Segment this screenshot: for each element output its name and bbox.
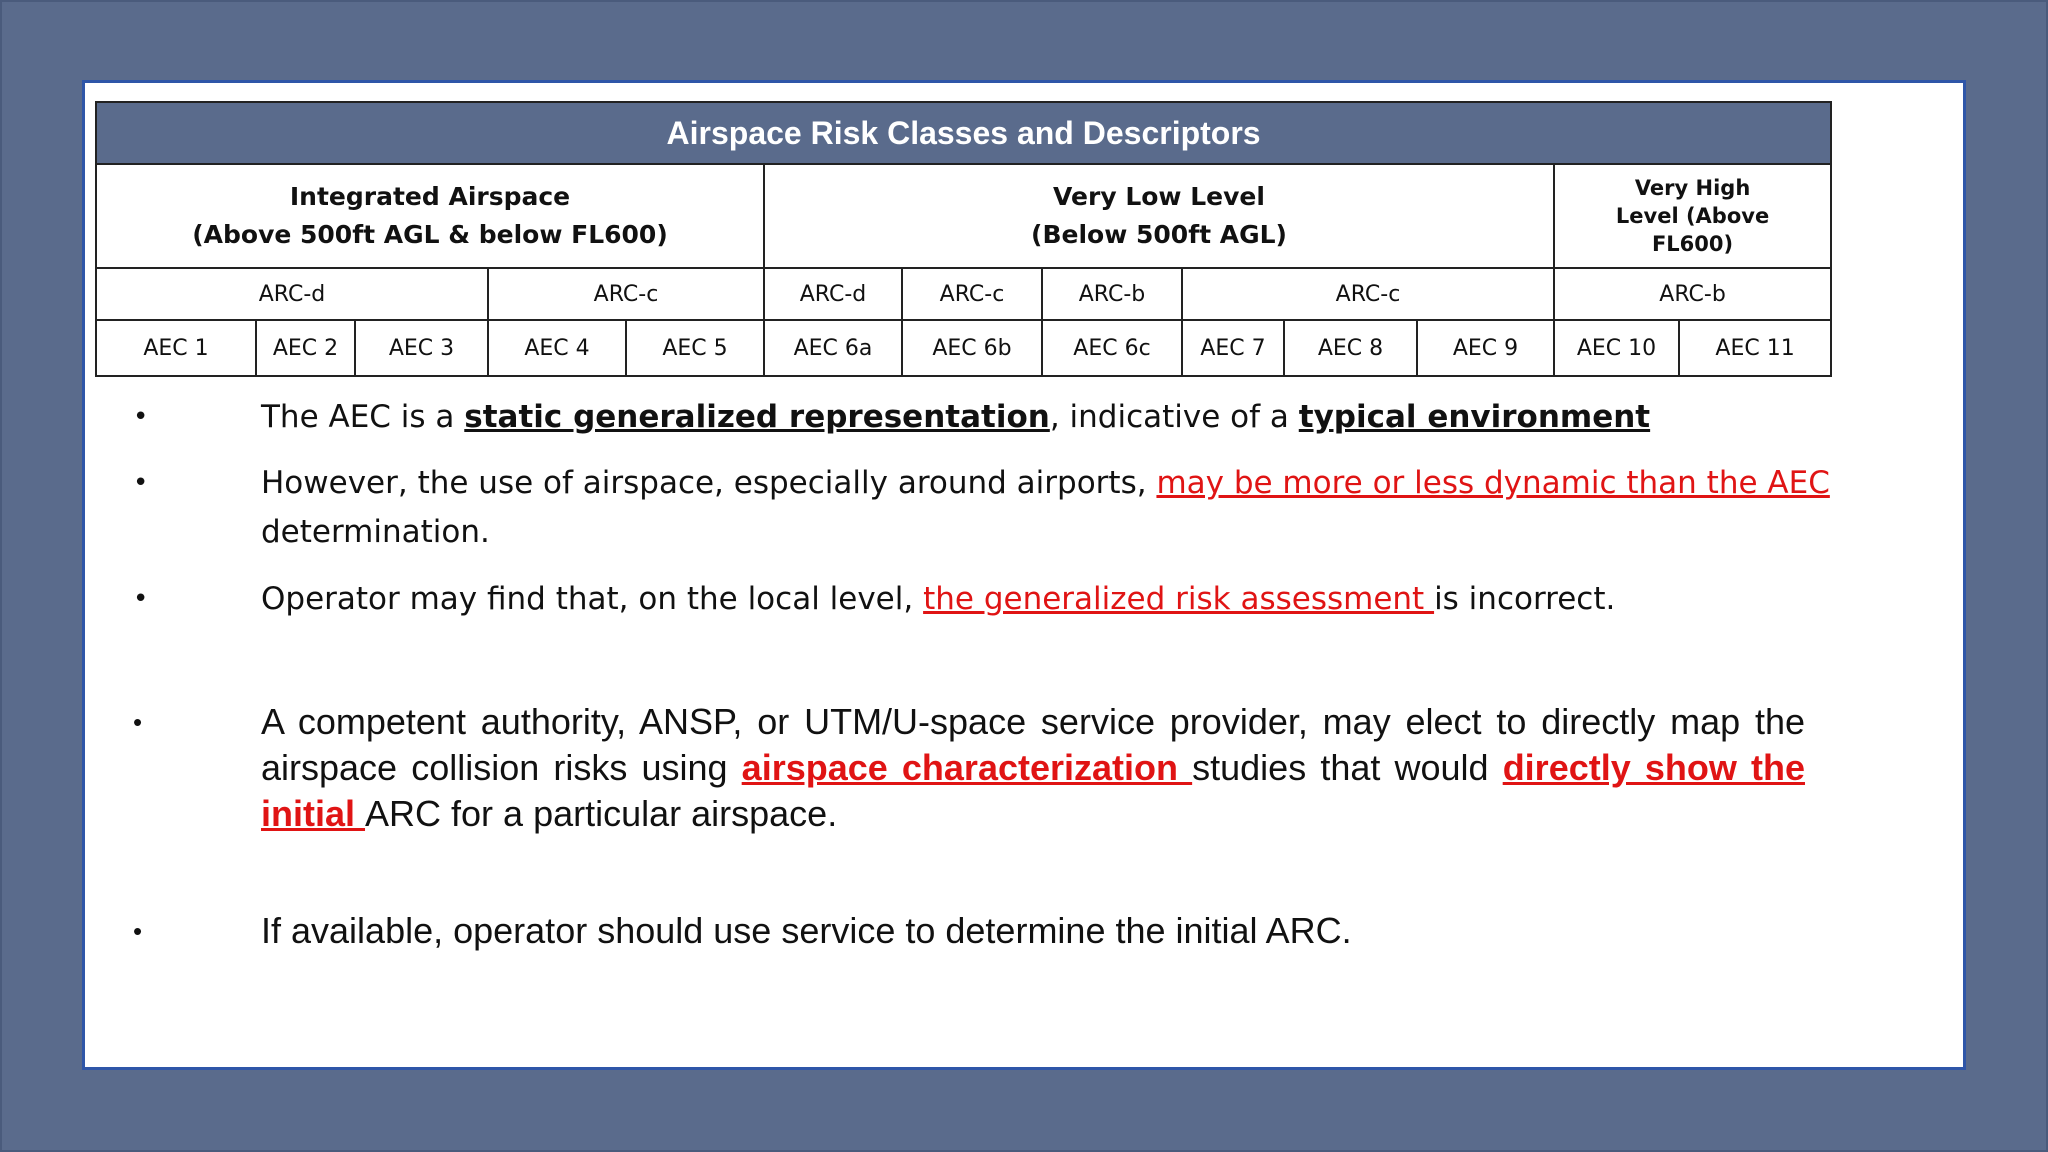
bullet-text: [261, 908, 1893, 954]
arc-cell: ARC-c: [488, 268, 764, 320]
bullet-text: [261, 575, 1893, 624]
aec-cell: AEC 10: [1554, 320, 1679, 376]
group-label: Very High: [1634, 176, 1751, 200]
text-run: ARC for a particular airspace.: [365, 793, 838, 834]
text-run: However, the use of airspace, especially around airports,: [261, 465, 1157, 501]
highlight-run: the generalized risk assessment: [923, 581, 1435, 617]
bullet-dot: •: [133, 402, 149, 432]
emphasis-run: typical environment: [1298, 399, 1651, 435]
aec-cell: AEC 6c: [1042, 320, 1182, 376]
arc-cell: ARC-c: [902, 268, 1042, 320]
bullet-dot: •: [133, 916, 143, 946]
table-title: Airspace Risk Classes and Descriptors: [96, 102, 1831, 164]
aec-cell: AEC 7: [1182, 320, 1284, 376]
group-integrated-airspace: [96, 164, 764, 268]
text-run: studies that would: [1192, 747, 1503, 788]
text-run: The AEC is a: [261, 399, 465, 435]
aec-cell: AEC 2: [256, 320, 355, 376]
slide: [82, 80, 1966, 1070]
aec-cell: AEC 6a: [764, 320, 902, 376]
arc-cell: ARC-d: [96, 268, 488, 320]
arc-cell: ARC-d: [764, 268, 902, 320]
group-label: Very Low Level: [1053, 182, 1265, 211]
arc-cell: ARC-b: [1554, 268, 1831, 320]
group-very-low-level: [764, 164, 1554, 268]
text-run: Operator may find that, on the local level,: [261, 581, 924, 617]
group-sublabel: FL600): [1651, 232, 1734, 256]
airspace-risk-table: [95, 101, 1832, 377]
text-run: determination.: [261, 514, 490, 550]
emphasis-run: static generalized representation: [464, 399, 1050, 435]
aec-cell: AEC 9: [1417, 320, 1554, 376]
group-very-high-level: [1554, 164, 1831, 268]
arc-cell: ARC-b: [1042, 268, 1182, 320]
aec-cell: AEC 8: [1284, 320, 1417, 376]
group-sublabel: (Above 500ft AGL & below FL600): [192, 220, 668, 249]
highlight-run: airspace characterization: [741, 747, 1193, 788]
highlight-run: may be more or less dynamic than the AEC: [1156, 465, 1830, 501]
bullet-dot: •: [133, 584, 149, 614]
arc-cell: ARC-c: [1182, 268, 1554, 320]
bullet-dot: •: [133, 707, 143, 737]
aec-cell: AEC 4: [488, 320, 626, 376]
aec-cell: AEC 11: [1679, 320, 1831, 376]
aec-cell: AEC 1: [96, 320, 256, 376]
group-sublabel: (Below 500ft AGL): [1031, 220, 1287, 249]
highlight-run: directly show the initial: [261, 747, 1805, 834]
group-sublabel: Level (Above: [1615, 204, 1770, 228]
bullet-text: [261, 699, 1805, 837]
text-run: is incorrect.: [1434, 581, 1616, 617]
aec-cell: AEC 3: [355, 320, 488, 376]
text-run: , indicative of a: [1049, 399, 1299, 435]
aec-cell: AEC 6b: [902, 320, 1042, 376]
bullet-text: [261, 393, 1893, 442]
text-run: If available, operator should use service to determine the initial ARC.: [261, 910, 1352, 951]
bullet-text: [261, 459, 1921, 557]
text-run: A competent authority, ANSP, or UTM/U-space service provider, may elect to directly map the airspace collision risks using: [261, 701, 1805, 788]
group-label: Integrated Airspace: [289, 182, 571, 211]
aec-cell: AEC 5: [626, 320, 764, 376]
bullet-dot: •: [133, 468, 149, 498]
